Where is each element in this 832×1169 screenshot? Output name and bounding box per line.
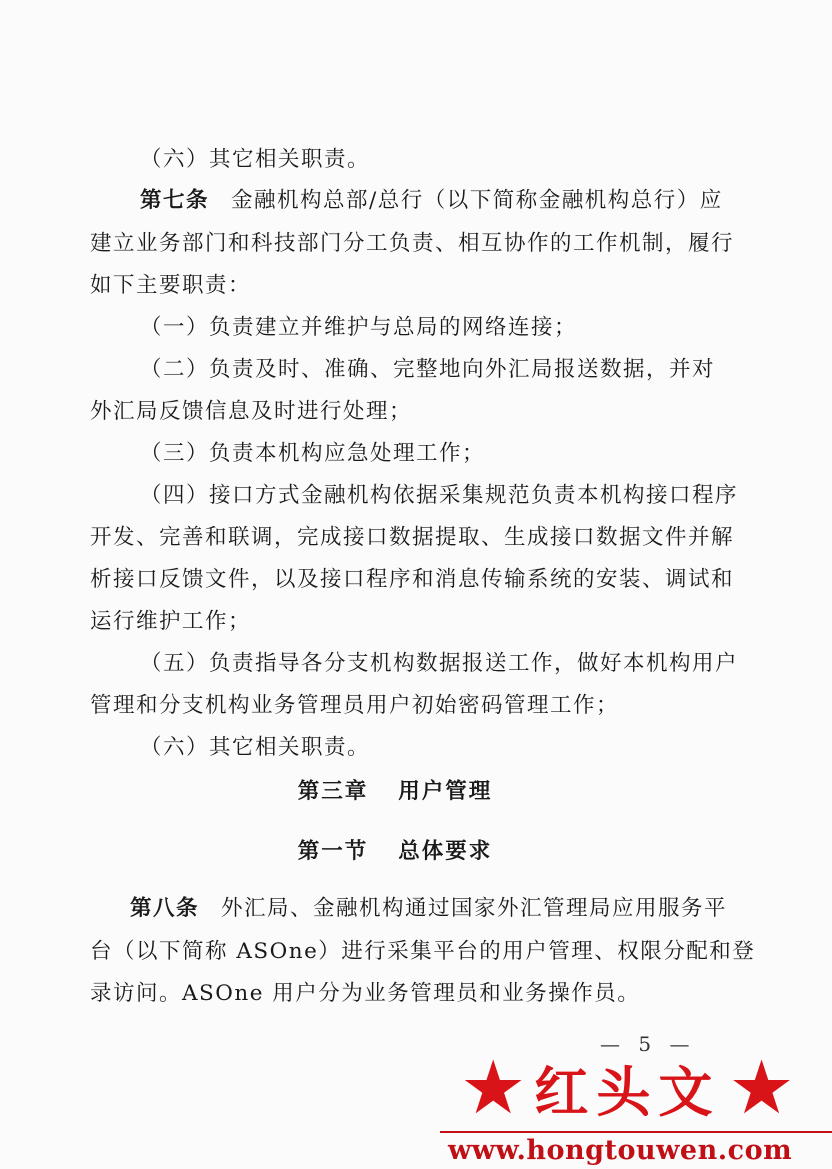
chapter-number: 第三章 xyxy=(297,779,369,804)
clause-4-text-2: 开发、完善和联调，完成接口数据提取、生成接口数据文件并解 xyxy=(90,525,735,550)
article-8-label: 第八条 xyxy=(130,896,200,921)
clause-1-text: （一）负责建立并维护与总局的网络连接； xyxy=(140,315,578,340)
clause-6-text: （六）其它相关职责。 xyxy=(140,147,371,172)
article-7-first-line xyxy=(140,186,760,216)
clause-6b-text: （六）其它相关职责。 xyxy=(140,735,371,760)
article-8-text-2: 台（以下简称 ASOne）进行采集平台的用户管理、权限分配和登 xyxy=(90,939,756,964)
article-8-first-line xyxy=(130,894,750,924)
article-7-text-1: 金融机构总部/总行（以下简称金融机构总行）应 xyxy=(231,188,723,213)
watermark-banner xyxy=(460,1045,832,1131)
watermark-title: 红头文 xyxy=(534,1059,721,1124)
clause-5-text-2: 管理和分支机构业务管理员用户初始密码管理工作； xyxy=(90,693,620,718)
section-title: 总体要求 xyxy=(398,839,493,864)
star-icon: ★ xyxy=(728,1045,795,1131)
chapter-heading xyxy=(0,774,790,805)
article-8-text-3: 录访问。ASOne 用户分为业务管理员和业务操作员。 xyxy=(90,981,641,1006)
clause-2-text-2: 外汇局反馈信息及时进行处理； xyxy=(90,399,413,424)
clause-3-text: （三）负责本机构应急处理工作； xyxy=(140,441,486,466)
clause-4-text-3: 析接口反馈文件，以及接口程序和消息传输系统的安装、调试和 xyxy=(90,567,735,592)
article-7-text-2: 建立业务部门和科技部门分工负责、相互协作的工作机制，履行 xyxy=(90,231,735,256)
chapter-title: 用户管理 xyxy=(398,779,493,804)
article-8-text-1: 外汇局、金融机构通过国家外汇管理局应用服务平 xyxy=(221,896,728,921)
page-number: — 5 — xyxy=(600,1032,696,1056)
clause-4-text-4: 运行维护工作； xyxy=(90,609,252,634)
watermark xyxy=(440,1045,832,1169)
section-heading xyxy=(0,834,790,865)
clause-5-text-1: （五）负责指导各分支机构数据报送工作，做好本机构用户 xyxy=(140,651,739,676)
watermark-divider xyxy=(440,1131,832,1133)
article-7-text-3: 如下主要职责： xyxy=(90,273,252,298)
article-7-label: 第七条 xyxy=(140,188,210,213)
watermark-url: www.hongtouwen.com xyxy=(448,1135,793,1166)
clause-4-text-1: （四）接口方式金融机构依据采集规范负责本机构接口程序 xyxy=(140,483,739,508)
clause-2-text-1: （二）负责及时、准确、完整地向外汇局报送数据，并对 xyxy=(140,357,716,382)
section-number: 第一节 xyxy=(297,839,369,864)
star-icon: ★ xyxy=(460,1045,527,1131)
